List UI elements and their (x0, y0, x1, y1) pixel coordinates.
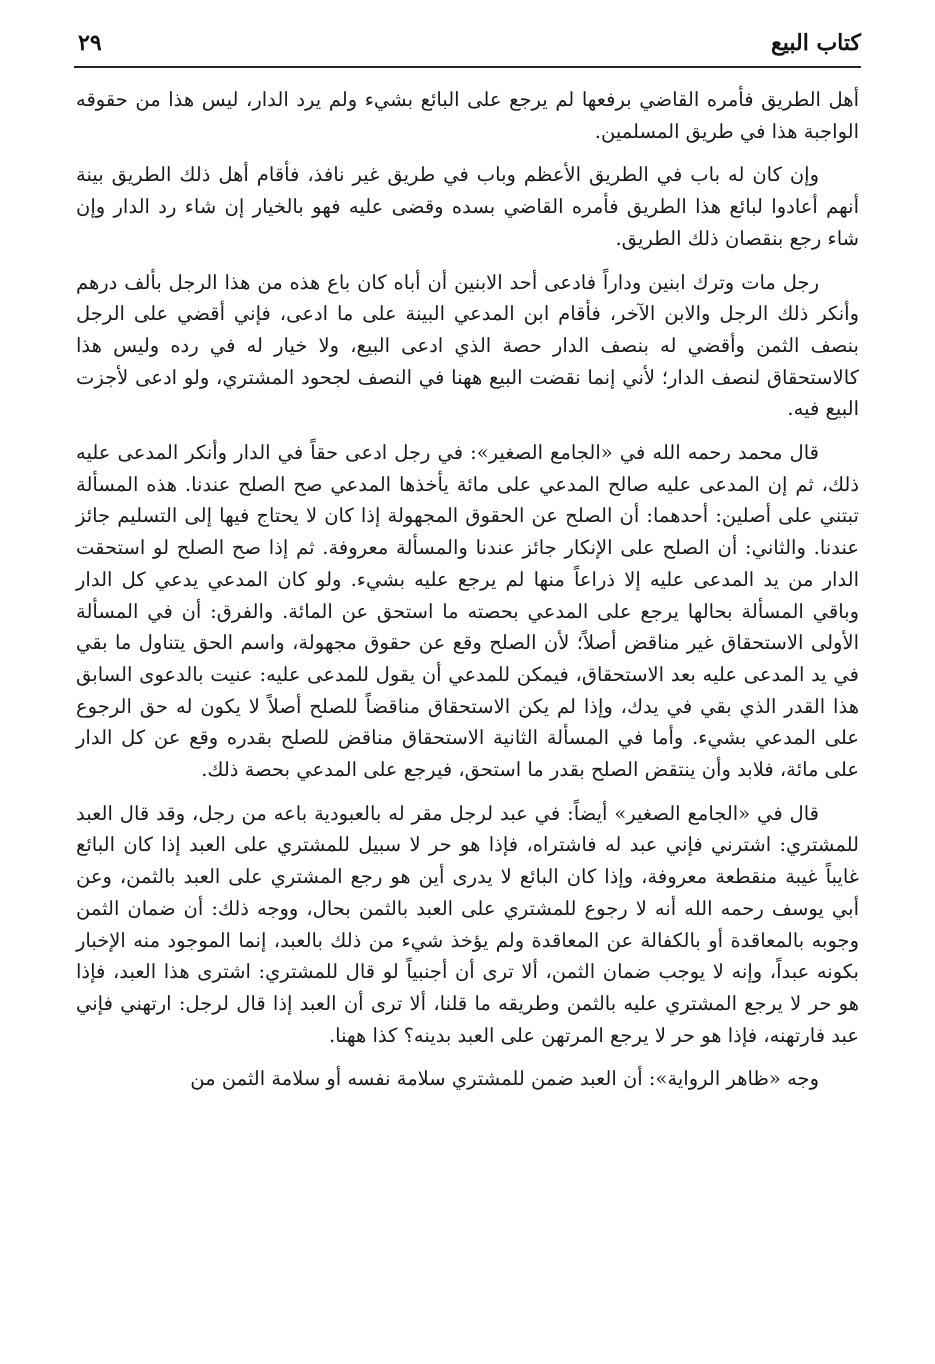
header-rule (74, 66, 861, 68)
page-number: ٢٩ (78, 30, 102, 56)
chapter-title: كتاب البيع (771, 30, 861, 56)
paragraph: رجل مات وترك ابنين وداراً فادعى أحد الابنين أن أباه كان باع هذه من هذا الرجل بألف درهم وأنكر ذلك الرجل والابن الآخر، فأقام ابن المدعي البينة على ما ادعى، فإني أقضي على الرجل بنصف الثمن وأقضي له بنصف الدار حصة الذي ادعى البيع، ولا خيار له في رده وليس هذا كالاستحقاق لنصف الدار؛ لأني إنما نقضت البيع ههنا في النصف لجحود المشتري، ولو ادعى لأجزت البيع فيه. (76, 270, 859, 421)
paragraph: قال في «الجامع الصغير» أيضاً: في عبد لرجل مقر له بالعبودية باعه من رجل، وقد قال العبد للمشتري: اشترني فإني عبد له فاشتراه، فإذا هو حر لا سبيل للمشتري على العبد إذا كان البائع غايباً غيبة منقطعة معروفة، وإذا كان البائع لا يدرى أين هو رجع المشتري على العبد بالثمن، وعن أبي يوسف رحمه الله أنه لا رجوع للمشتري على العبد بالثمن بحال، ووجه ذلك: أن ضمان الثمن وجوبه بالمعاقدة أو بالكفالة عن المعاقدة ولم يؤخذ شيء من ذلك بالعبد، إنما الموجود منه الإخبار بكونه عبداً، وإنه لا يوجب ضمان الثمن، ألا ترى أن أجنبياً لو قال للمشتري: اشترى هذا العبد، فإذا هو حر لا يرجع المشتري عليه بالثمن وطريقه ما قلنا، ألا ترى أن العبد إذا قال لرجل: ارتهني فإني عبد فارتهنه، فإذا هو حر لا يرجع المرتهن على العبد بدينه؟ كذا ههنا. (76, 801, 859, 1047)
running-header (74, 28, 861, 68)
paragraph: وجه «ظاهر الرواية»: أن العبد ضمن للمشتري سلامة نفسه أو سلامة الثمن من (190, 1067, 819, 1091)
paragraph: وإن كان له باب في الطريق الأعظم وباب في طريق غير نافذ، فأقام أهل ذلك الطريق بينة أنهم أعادوا لبائع هذا الطريق فأمره القاضي بسده وقضى عليه فهو بالخيار إن شاء رد الدار وإن شاء رجع بنقصان ذلك الطريق. (76, 163, 859, 250)
page-body (76, 84, 859, 1107)
paragraph: قال محمد رحمه الله في «الجامع الصغير»: في رجل ادعى حقاً في الدار وأنكر المدعى عليه ذلك، ثم إن المدعى عليه صالح المدعي على مائة يأخذها المدعي صح الصلح عندنا. هذه المسألة تبتني على أصلين: أحدهما: أن الصلح عن الحقوق المجهولة إذا كان لا يحتاج فيها إلى التسليم جائز عندنا. والثاني: أن الصلح على الإنكار جائز عندنا والمسألة معروفة. ثم إذا صح الصلح لو استحقت الدار من يد المدعى عليه إلا ذراعاً منها لم يرجع عليه بشيء. ولو كان المدعي يدعي كل الدار وباقي المسألة بحالها يرجع على المدعي بحصته ما استحق عن المائة. والفرق: أن في المسألة الأولى الاستحقاق غير مناقض أصلاً؛ لأن الصلح وقع عن حقوق مجهولة، واسم الحق يتناول ما بقي في يد المدعى عليه بعد الاستحقاق، فيمكن للمدعي أن يقول للمدعى عليه: عنيت بالدعوى السابق هذا القدر الذي بقي في يدك، وإذا لم يكن الاستحقاق مناقضاً للصلح أصلاً لا يكون له حق الرجوع على المدعي بشيء. وأما في المسألة الثانية الاستحقاق مناقض للصلح بقدره وقع عن كل الدار على مائة، فلابد وأن ينتقض الصلح بقدر ما استحق، فيرجع على المدعي بحصة ذلك. (76, 441, 859, 782)
paragraph: أهل الطريق فأمره القاضي برفعها لم يرجع على البائع بشيء ولم يرد الدار، ليس هذا من حقوقه الواجبة هذا في طريق المسلمين. (76, 88, 859, 143)
